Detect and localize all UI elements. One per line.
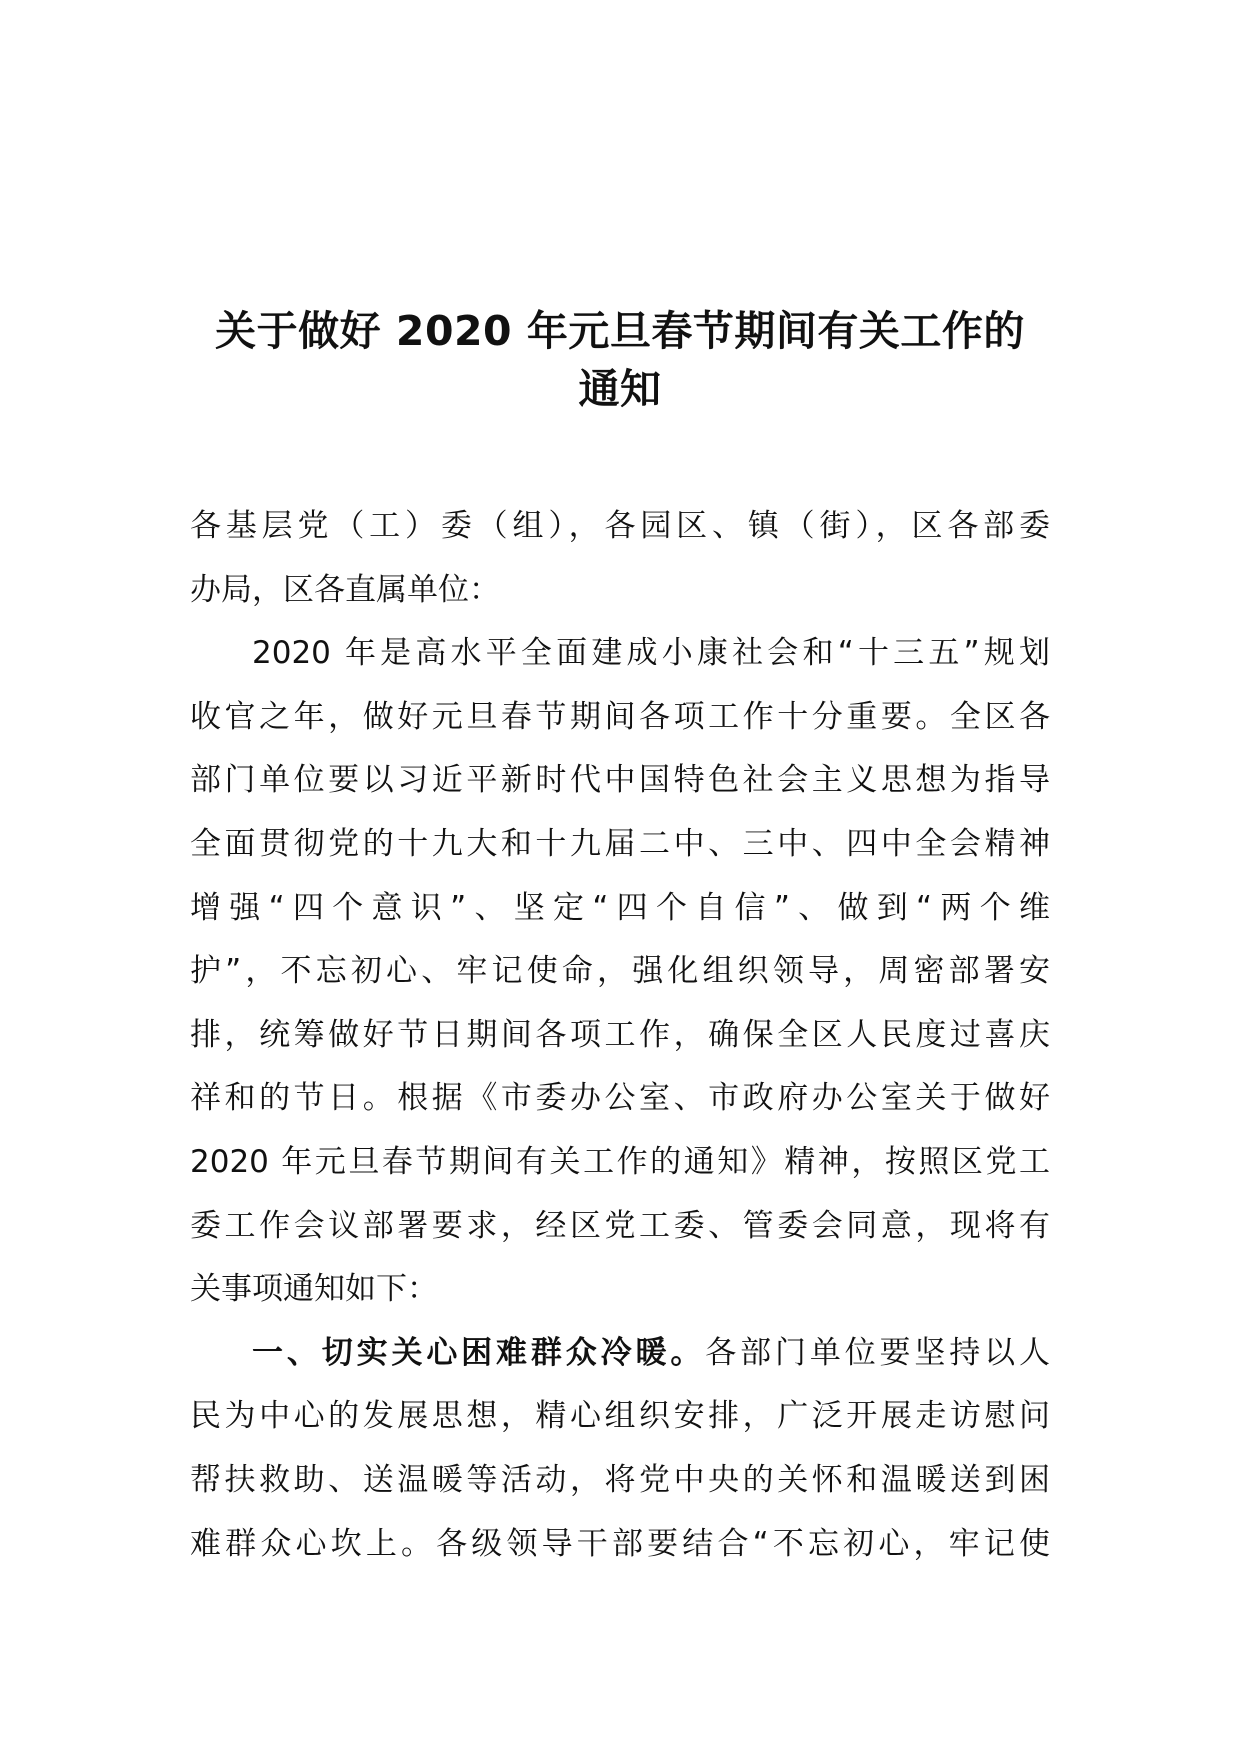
paragraph-line: 2020 年元旦春节期间有关工作的通知》精神，按照区党工 xyxy=(190,1143,1050,1180)
paragraph-line: 委工作会议部署要求，经区党工委、管委会同意，现将有 xyxy=(190,1207,1050,1244)
paragraph-line: 部门单位要以习近平新时代中国特色社会主义思想为指导 xyxy=(190,762,1050,799)
paragraph-line: 护”，不忘初心、牢记使命，强化组织领导，周密部署安 xyxy=(190,953,1050,990)
salutation-line-1: 各基层党（工）委（组），各园区、镇（街），区各部委 xyxy=(190,508,1050,544)
section-1-line: 帮扶救助、送温暖等活动，将党中央的关怀和温暖送到困 xyxy=(190,1461,1050,1498)
document-title xyxy=(150,302,1090,418)
section-1-line: 难群众心坎上。各级领导干部要结合“不忘初心，牢记使 xyxy=(190,1525,1050,1562)
paragraph-line: 2020 年是高水平全面建成小康社会和“十三五”规划 xyxy=(252,635,1050,672)
paragraph-line: 增强“四个意识”、坚定“四个自信”、做到“两个维 xyxy=(190,889,1050,926)
paragraph-line: 排，统筹做好节日期间各项工作，确保全区人民度过喜庆 xyxy=(190,1016,1050,1053)
paragraph-line: 全面贯彻党的十九大和十九届二中、三中、四中全会精神 xyxy=(190,825,1050,862)
title-line-2: 通知 xyxy=(578,365,662,413)
title-line-1: 关于做好 2020 年元旦春节期间有关工作的 xyxy=(215,307,1025,355)
paragraph-line: 祥和的节日。根据《市委办公室、市政府办公室关于做好 xyxy=(190,1080,1050,1117)
paragraph-line: 收官之年，做好元旦春节期间各项工作十分重要。全区各 xyxy=(190,698,1050,735)
section-1-line: 民为中心的发展思想，精心组织安排，广泛开展走访慰问 xyxy=(190,1398,1050,1435)
salutation-line-2: 办局，区各直属单位： xyxy=(190,571,500,608)
paragraph-line: 关事项通知如下： xyxy=(190,1271,438,1308)
section-1-heading: 一、切实关心困难群众冷暖。 xyxy=(252,1334,706,1371)
section-1-first-line xyxy=(190,1322,1050,1386)
document-body xyxy=(190,495,1050,1576)
section-1-first-text: 各部门单位要坚持以人 xyxy=(705,1334,1051,1371)
